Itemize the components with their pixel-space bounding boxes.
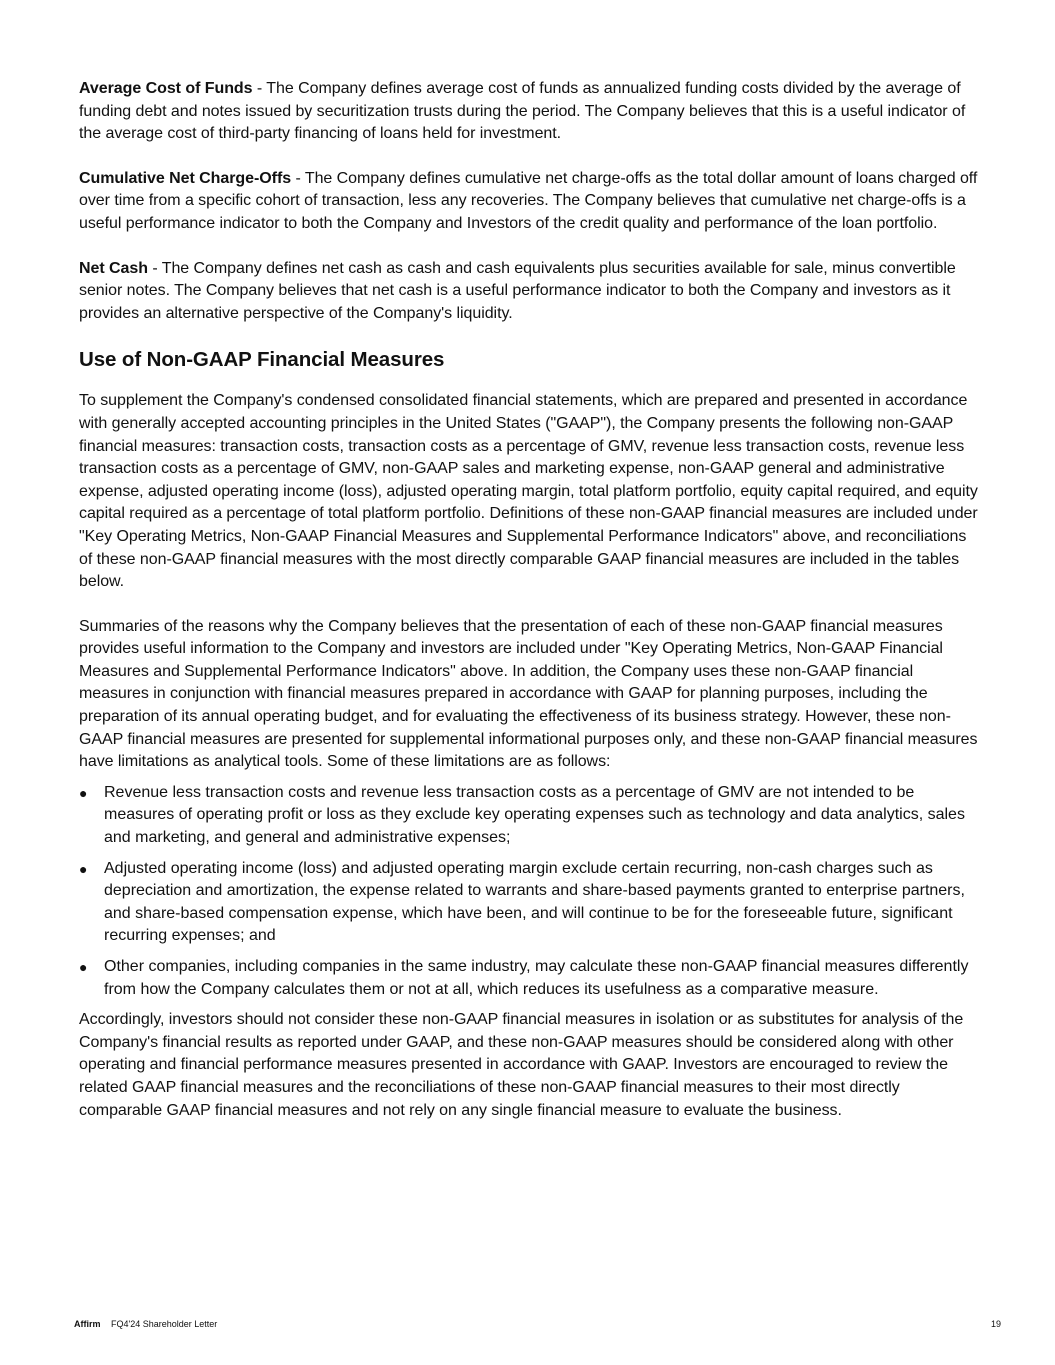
page-content — [79, 78, 979, 1144]
page-number: 19 — [990, 1319, 1001, 1329]
body-paragraph: Summaries of the reasons why the Company believes that the presentation of each of these non-GAAP financial measures provides useful information to the Company and investors are included under "Key Operating Metrics, Non-GAAP Financial Measures and Supplemental Performance Indicators" above. In addition, the Company uses these non-GAAP financial measures in conjunction with financial measures prepared in accordance with GAAP for planning purposes, including the preparation of its annual operating budget, and for evaluating the effectiveness of its business strategy. However, these non-GAAP financial measures are presented for supplemental informational purposes only, and these non-GAAP financial measures have limitations as analytical tools. Some of these limitations are as follows: — [79, 617, 978, 771]
bullet-icon: ● — [79, 959, 88, 975]
body-paragraph: To supplement the Company's condensed consolidated financial statements, which are prepared and presented in accordance with generally accepted accounting principles in the United States ("GAAP"), the Company presents the following non-GAAP financial measures: transaction costs, transaction costs as a percentage of GMV, revenue less transaction costs, revenue less transaction costs as a percentage of GMV, non-GAAP sales and marketing expense, non-GAAP general and administrative expense, adjusted operating income (loss), adjusted operating margin, total platform portfolio, equity capital required, and equity capital required as a percentage of total platform portfolio. Definitions of these non-GAAP financial measures are included under "Key Operating Metrics, Non-GAAP Financial Measures and Supplemental Performance Indicators" above, and reconciliations of these non-GAAP financial measures with the most directly comparable GAAP financial measures are included in the tables below. — [79, 392, 978, 591]
list-item-text: Revenue less transaction costs and revenue less transaction costs as a percentage of GMV are not intended to be measures of operating profit or loss as they exclude key operating expenses such as technology and data analytics, sales and marketing, and general and administrative expenses; — [104, 783, 965, 847]
definition-cumulative-net-charge-offs — [79, 168, 979, 236]
bullet-icon: ● — [79, 860, 88, 877]
section-heading: Use of Non-GAAP Financial Measures — [79, 348, 445, 372]
list-item — [79, 782, 979, 850]
list-item — [79, 956, 979, 1001]
definition-text: - The Company defines average cost of funds as annualized funding costs divided by the average of funding debt and notes issued by securitization trusts during the period. The Company believes that this is a useful indicator of the average cost of third-party financing of loans held for investment. — [79, 80, 966, 143]
definition-text: - The Company defines net cash as cash and cash equivalents plus securities available for sale, minus convertible senior notes. The Company believes that net cash is a useful performance indicator to both the Company and investors as it provides an alternative perspective of the Company's liquidity. — [79, 259, 956, 322]
definition-term: Average Cost of Funds — [79, 80, 253, 97]
list-item-text: Other companies, including companies in the same industry, may calculate these non-GAAP financial measures differently from how the Company calculates them or not at all, which reduces its usefulness as a comparative measure. — [104, 958, 969, 998]
closing-paragraph: Accordingly, investors should not consider these non-GAAP financial measures in isolation or as substitutes for analysis of the Company's financial results as reported under GAAP, and these non-GAAP measures should be considered along with other operating and financial performance measures presented in accordance with GAAP. Investors are encouraged to review the related GAAP financial measures and the reconciliations of these non-GAAP financial measures to their most directly comparable GAAP financial measures and not rely on any single financial measure to evaluate the business. — [79, 1011, 964, 1119]
footer-document-title: FQ4'24 Shareholder Letter — [111, 1319, 218, 1329]
bullet-icon: ● — [79, 784, 88, 801]
definition-text: - The Company defines cumulative net charge-offs as the total dollar amount of loans charged off over time from a specific cohort of transaction, less any recoveries. The Company believes that cumulative net charge-offs is a useful performance indicator to both the Company and Investors of the credit quality and performance of the loan portfolio. — [79, 169, 978, 232]
definition-average-cost-of-funds — [79, 78, 979, 146]
list-item-text: Adjusted operating income (loss) and adjusted operating margin exclude certain recurring, non-cash charges such as depreciation and amortization, the expense related to warrants and share-based payments granted to enterprise partners, and share-based compensation expense, which have been, and will continue to be for the foreseeable future, significant recurring expenses; and — [104, 859, 965, 945]
definition-term: Cumulative Net Charge-Offs — [79, 169, 292, 187]
definition-net-cash — [79, 258, 979, 326]
limitations-list — [79, 782, 979, 1001]
list-item — [79, 858, 979, 948]
footer-brand: Affirm — [74, 1319, 101, 1329]
page-footer — [74, 1318, 1001, 1330]
definition-term: Net Cash — [79, 259, 148, 277]
